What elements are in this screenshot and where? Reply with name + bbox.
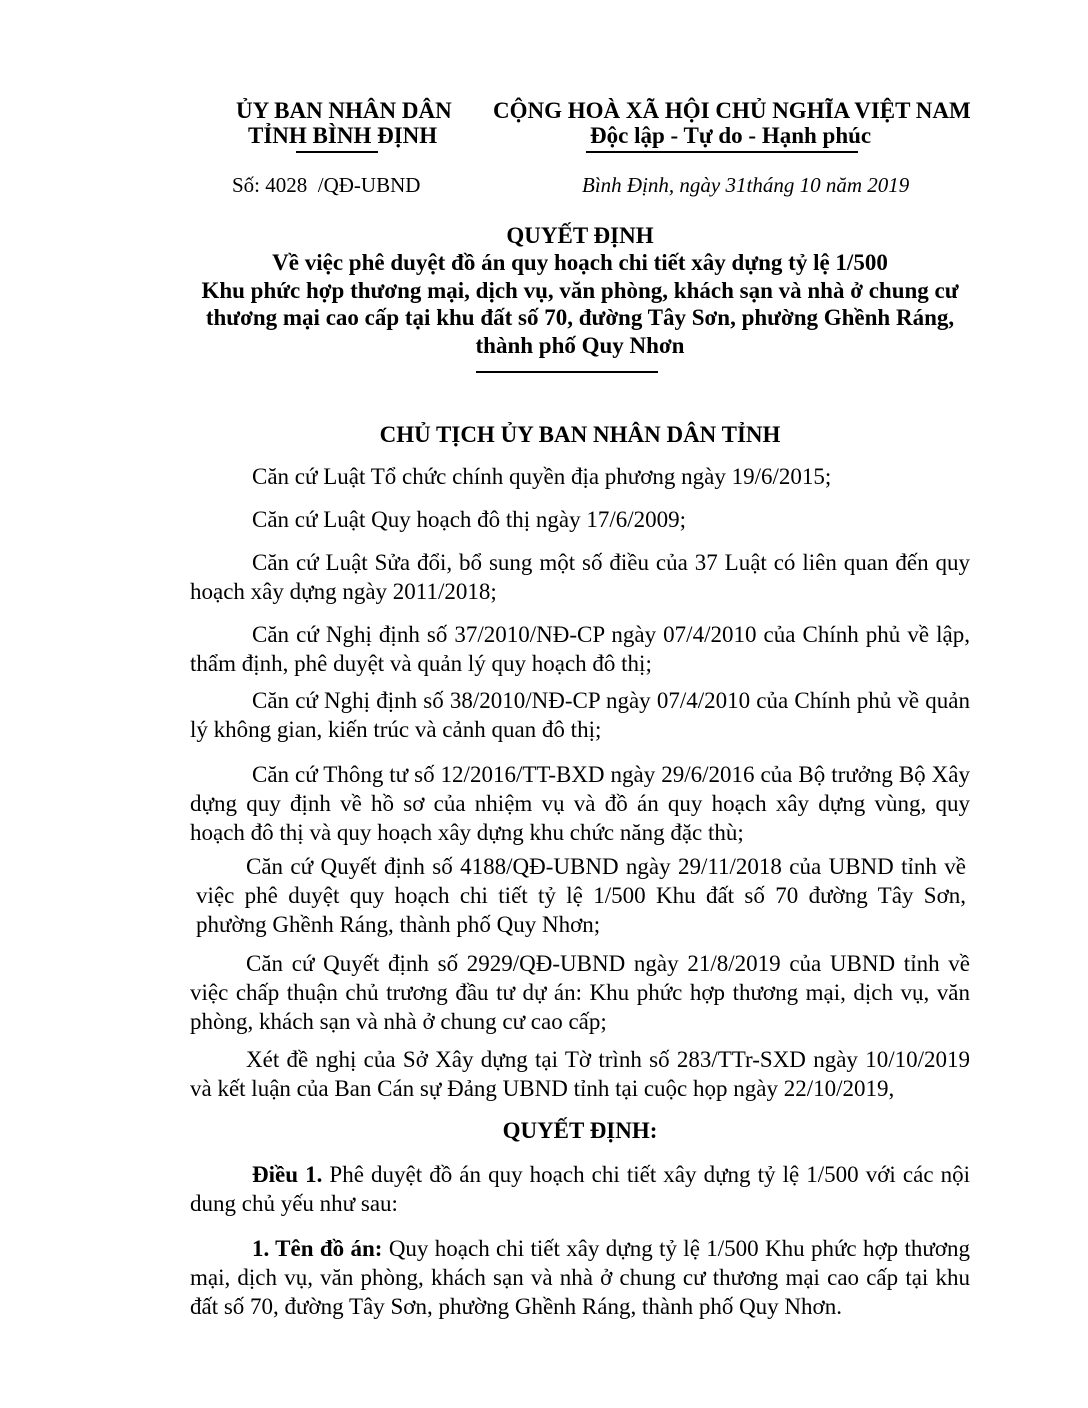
country-name: CỘNG HOÀ XÃ HỘI CHỦ NGHĨA VIỆT NAM (493, 98, 971, 123)
agency-name: ỦY BAN NHÂN DÂN (236, 98, 452, 123)
article-1-text: Phê duyệt đồ án quy hoạch chi tiết xây dựng tỷ lệ 1/500 với các nội dung chủ yếu như sau: (190, 1162, 971, 1216)
subject-line-1: Về việc phê duyệt đồ án quy hoạch chi tiết xây dựng tỷ lệ 1/500 (272, 250, 888, 275)
province-name: TỈNH BÌNH ĐỊNH (248, 123, 438, 148)
date-day: 31 (725, 173, 747, 197)
number-value: 4028 (265, 173, 308, 197)
legal-basis-7: Căn cứ Quyết định số 4188/QĐ-UBND ngày 29/11/2018 của UBND tỉnh về việc phê duyệt quy hoạch chi tiết tỷ lệ 1/500 Khu đất số 70 đường Tây Sơn, phường Ghềnh Ráng, thành phố Quy Nhơn; (196, 854, 966, 937)
title-separator (476, 371, 658, 373)
decision-heading: QUYẾT ĐỊNH: (502, 1118, 658, 1143)
legal-basis-5: Căn cứ Nghị định số 38/2010/NĐ-CP ngày 07/4/2010 của Chính phủ về quản lý không gian, kiến trúc và cảnh quan đô thị; (190, 688, 970, 742)
number-label: Số: (232, 173, 261, 197)
item-1-label: 1. Tên đồ án: (252, 1236, 383, 1261)
motto: Độc lập - Tự do - Hạnh phúc (590, 123, 872, 148)
document-date (582, 173, 909, 198)
legal-basis-6: Căn cứ Thông tư số 12/2016/TT-BXD ngày 29/6/2016 của Bộ trưởng Bộ Xây dựng quy định về hồ sơ của nhiệm vụ và đồ án quy hoạch xây dựng vùng, quy hoạch đô thị và quy hoạch xây dựng khu chức năng đặc thù; (190, 762, 970, 845)
legal-basis-1: Căn cứ Luật Tổ chức chính quyền địa phương ngày 19/6/2015; (252, 464, 832, 489)
agency-underline (296, 151, 378, 153)
item-1 (190, 1234, 970, 1321)
legal-basis-2: Căn cứ Luật Quy hoạch đô thị ngày 17/6/2009; (252, 507, 687, 532)
subject-line-3: thương mại cao cấp tại khu đất số 70, đường Tây Sơn, phường Ghềnh Ráng, (205, 305, 955, 330)
authority-heading: CHỦ TỊCH ỦY BAN NHÂN DÂN TỈNH (379, 422, 781, 447)
motto-underline (586, 151, 858, 153)
subject-line-4: thành phố Quy Nhơn (475, 333, 685, 358)
item-1-text: Quy hoạch chi tiết xây dựng tỷ lệ 1/500 Khu phức hợp thương mại, dịch vụ, văn phòng, khách sạn và nhà ở chung cư thương mại cao cấp tại khu đất số 70, đường Tây Sơn, phường Ghềnh Ráng, thành phố Quy Nhơn. (190, 1236, 970, 1319)
decision-title: QUYẾT ĐỊNH (506, 223, 654, 248)
number-suffix: /QĐ-UBND (317, 173, 421, 197)
legal-basis-4: Căn cứ Nghị định số 37/2010/NĐ-CP ngày 07/4/2010 của Chính phủ về lập, thẩm định, phê duyệt và quản lý quy hoạch đô thị; (190, 622, 970, 676)
legal-basis-8: Căn cứ Quyết định số 2929/QĐ-UBND ngày 21/8/2019 của UBND tỉnh về việc chấp thuận chủ trương đầu tư dự án: Khu phức hợp thương mại, dịch vụ, văn phòng, khách sạn và nhà ở chung cư cao cấp; (190, 951, 970, 1034)
article-1-label: Điều 1. (252, 1162, 323, 1187)
legal-basis-3: Căn cứ Luật Sửa đổi, bổ sung một số điều của 37 Luật có liên quan đến quy hoạch xây dựng ngày 2011/2018; (190, 550, 970, 604)
article-1 (190, 1160, 970, 1218)
date-suffix: tháng 10 năm 2019 (746, 173, 910, 197)
document-number (232, 173, 420, 198)
legal-basis-9: Xét đề nghị của Sở Xây dựng tại Tờ trình số 283/TTr-SXD ngày 10/10/2019 và kết luận của Ban Cán sự Đảng UBND tỉnh tại cuộc họp ngày 22/10/2019, (190, 1047, 970, 1101)
date-prefix: Bình Định, ngày (582, 173, 726, 197)
subject-line-2: Khu phức hợp thương mại, dịch vụ, văn phòng, khách sạn và nhà ở chung cư (201, 278, 959, 303)
